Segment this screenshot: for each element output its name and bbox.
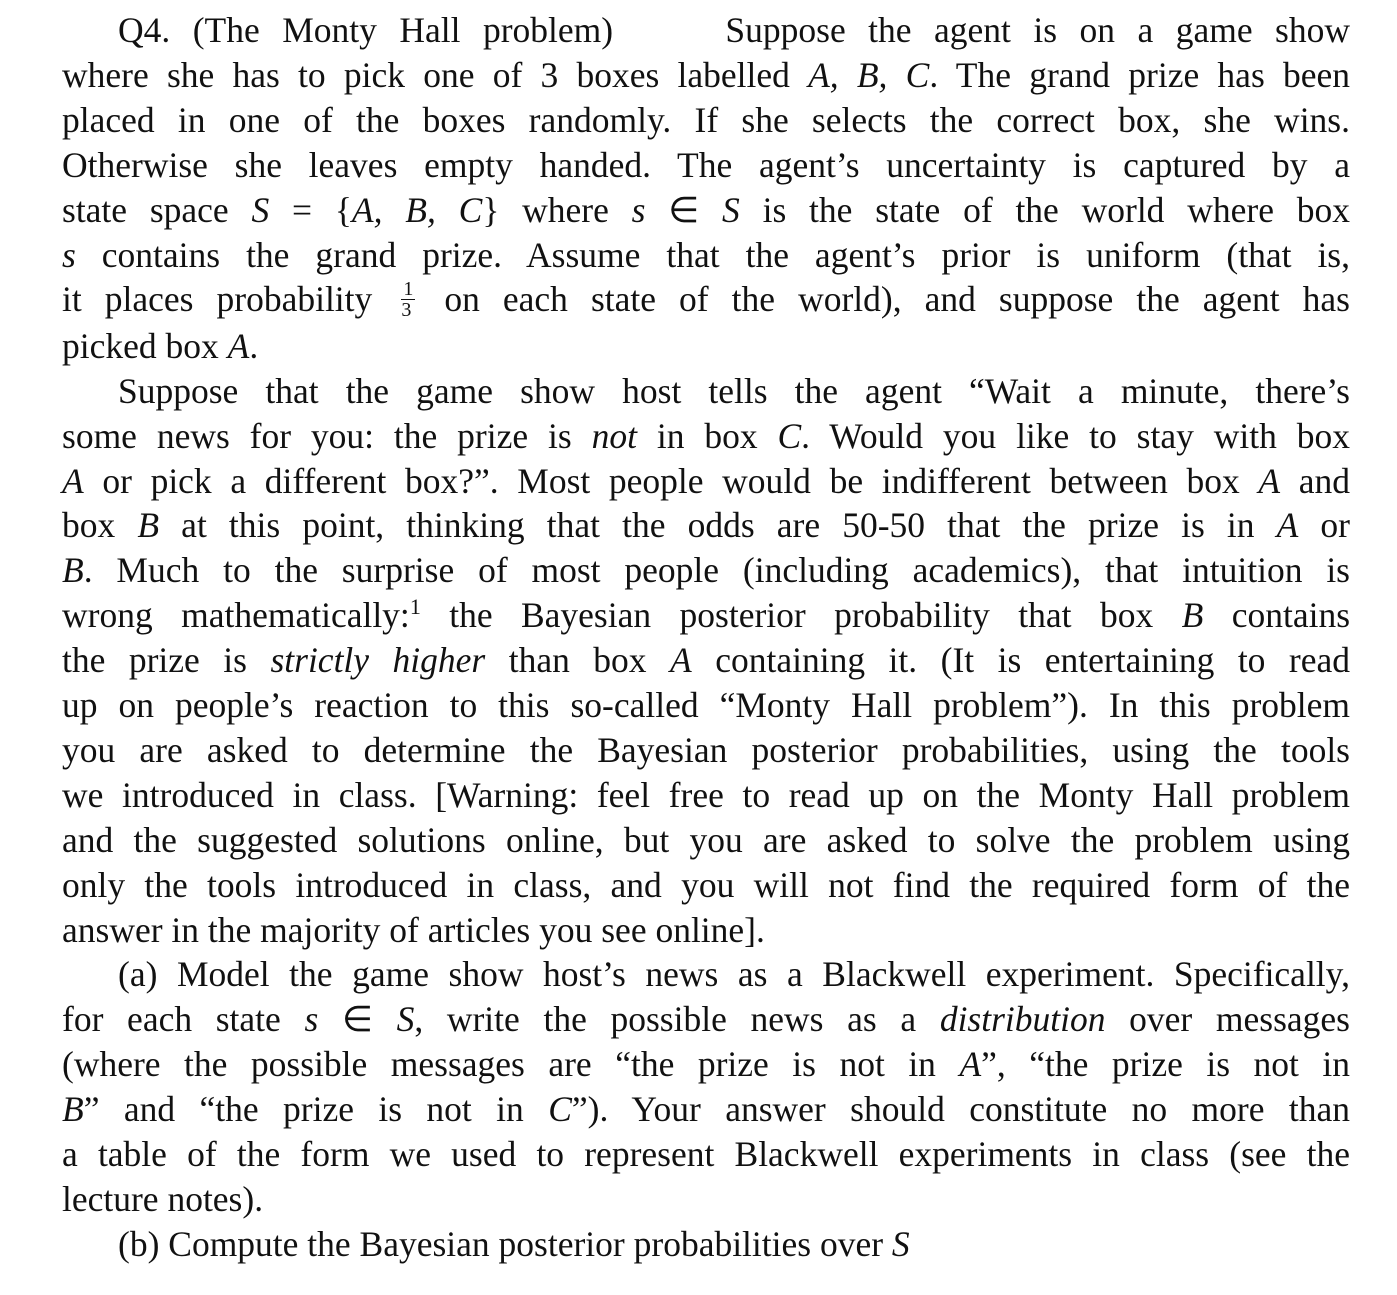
text-line: B” and “the prize is not in C”). Your answer should constitute no more than [62, 1089, 1350, 1130]
text-line: A or pick a different box?”. Most people would be indifferent between box A and [62, 460, 1350, 501]
text-line: up on people’s reaction to this so-called “Monty Hall problem”). In this problem [62, 685, 1350, 726]
paragraph-host-news [62, 369, 1350, 953]
text-line: (a) Model the game show host’s news as a Blackwell experiment. Specifically, [118, 954, 1350, 995]
text-line: wrong mathematically:$^1$ the Bayesian posterior probability that box B contains [62, 594, 1351, 636]
text-line: picked box A. [62, 325, 259, 366]
text-line: Q4. (The Monty Hall problem) Suppose the agent is on a game show [118, 10, 1350, 50]
text-line: the prize is strictly higher than box A containing it. (It is entertaining to read [62, 640, 1350, 681]
text-line: placed in one of the boxes randomly. If she selects the correct box, she wins. [62, 99, 1350, 140]
document-page [62, 8, 1350, 1267]
text-line: s contains the grand prize. Assume that the agent’s prior is uniform (that is, [62, 234, 1350, 275]
text-line: you are asked to determine the Bayesian posterior probabilities, using the tools [62, 729, 1350, 770]
text-line: it places probability $\frac{1}{3}$ on each state of the world), and suppose the agent has [62, 277, 1350, 321]
text-line: answer in the majority of articles you see online]. [62, 909, 765, 950]
text-line: Otherwise she leaves empty handed. The agent’s uncertainty is captured by a [62, 144, 1350, 185]
text-line: a table of the form we used to represent Blackwell experiments in class (see the [62, 1134, 1350, 1175]
text-line: lecture notes). [62, 1179, 264, 1220]
text-line: only the tools introduced in class, and you will not find the required form of the [62, 864, 1350, 905]
paragraph-setup [62, 8, 1350, 369]
text-line: (b) Compute the Bayesian posterior probabilities over S [118, 1223, 910, 1264]
text-line: for each state s ∈ S, write the possible news as a distribution over messages [62, 999, 1351, 1040]
text-line: and the suggested solutions online, but you are asked to solve the problem using [62, 819, 1350, 860]
text-line: where she has to pick one of 3 boxes labelled A, B, C. The grand prize has been [62, 54, 1350, 95]
text-line: (where the possible messages are “the prize is not in A”, “the prize is not in [62, 1044, 1350, 1085]
text-line: B. Much to the surprise of most people (including academics), that intuition is [62, 550, 1350, 591]
paragraph-part-a [62, 952, 1350, 1221]
text-line: some news for you: the prize is not in box C. Would you like to stay with box [62, 415, 1350, 456]
text-line: Suppose that the game show host tells the agent “Wait a minute, there’s [118, 370, 1350, 411]
text-line: box B at this point, thinking that the odds are 50-50 that the prize is in A or [62, 505, 1350, 546]
fraction-one-third: $\frac{1}{3}$ [401, 277, 414, 321]
paragraph-part-b [62, 1222, 1350, 1267]
text-line: state space S = {A, B, C} where s ∈ S is the state of the world where box [62, 189, 1351, 230]
text-line: we introduced in class. [Warning: feel free to read up on the Monty Hall problem [62, 774, 1350, 815]
footnote-marker[interactable]: 1 [409, 594, 421, 620]
